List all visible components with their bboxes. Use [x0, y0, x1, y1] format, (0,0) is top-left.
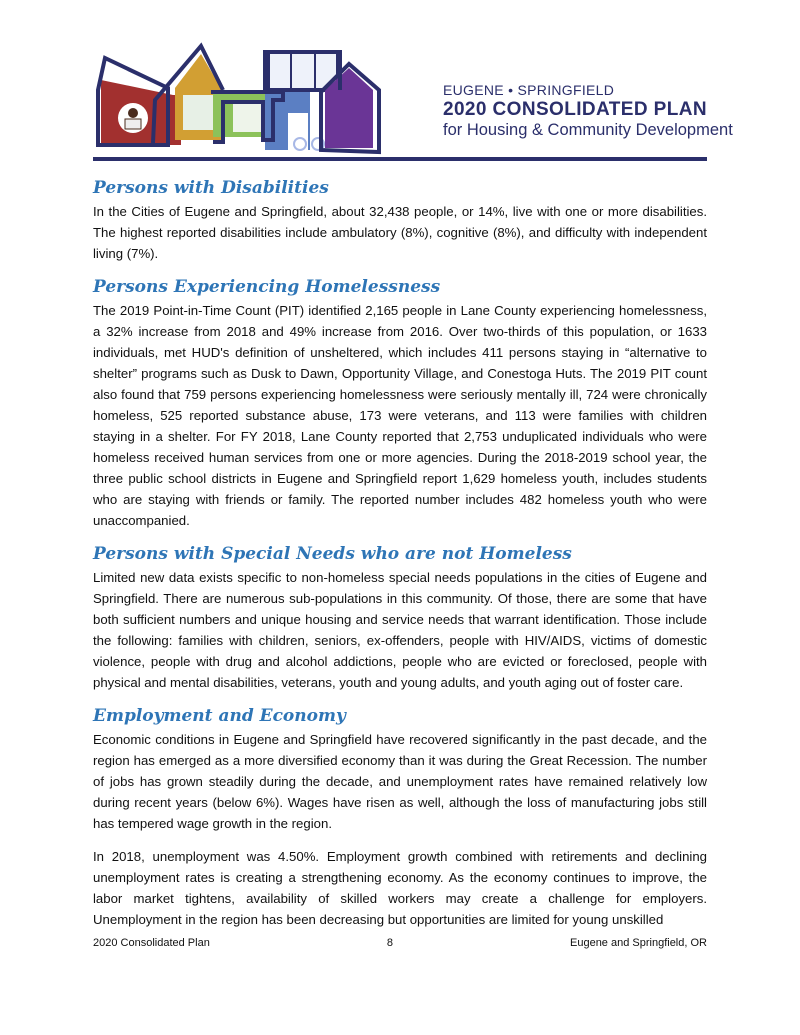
- section-disabilities: [93, 177, 707, 264]
- section-heading: Persons with Disabilities: [93, 178, 329, 198]
- section-heading: Employment and Economy: [93, 706, 346, 726]
- paragraph: Economic conditions in Eugene and Springfield have recovered significantly in the past decade, and the region has emerged as a more diversified economy than it was during the Great Recession. The number of jobs has grown steadily during the decade, and unemployment rates have remained relatively low during recent years (below 6%). Wages have risen as well, although the loss of manufacturing jobs still has tempered wage growth in the region.: [93, 732, 707, 831]
- page-number: 8: [386, 937, 393, 949]
- footer-document-title: 2020 Consolidated Plan: [93, 937, 210, 949]
- brand-line-cities: EUGENE • SPRINGFIELD: [443, 82, 615, 98]
- footer-location: Eugene and Springfield, OR: [570, 937, 707, 949]
- document-header: [93, 40, 733, 157]
- section-heading: Persons with Special Needs who are not Homeless: [93, 544, 572, 564]
- section-heading: Persons Experiencing Homelessness: [93, 277, 441, 297]
- page-footer: [93, 936, 707, 950]
- houses-logo: [93, 40, 433, 157]
- paragraph: In the Cities of Eugene and Springfield, about 32,438 people, or 14%, live with one or more disabilities. The highest reported disabilities include ambulatory (8%), cognitive (8%), and difficulty with independent living (7%).: [93, 204, 707, 261]
- section-homelessness: [93, 276, 707, 531]
- document-body: [93, 177, 707, 930]
- paragraph: In 2018, unemployment was 4.50%. Employment growth combined with retirements and declining unemployment rates is creating a strengthening economy. As the economy continues to improve, the labor market tightens, availability of skilled workers may create a challenge for employers. Unemployment in the region has been decreasing but opportunities are limited for young unskilled: [93, 849, 707, 927]
- brand-line-plan: 2020 CONSOLIDATED PLAN: [443, 99, 707, 120]
- paragraph: Limited new data exists specific to non-homeless special needs populations in the cities of Eugene and Springfield. There are numerous sub-populations in this community. Of those, there are some that have both sufficient numbers and unique housing and service needs that warrant identification. Those include the following: families with children, seniors, ex-offenders, people with HIV/AIDS, victims of domestic violence, people with drug and alcohol addictions, people who are evicted or foreclosed, people with physical and mental disabilities, veterans, youth and young adults, and youth aging out of foster care.: [93, 570, 707, 690]
- paragraph: The 2019 Point-in-Time Count (PIT) identified 2,165 people in Lane County experiencing homelessness, a 32% increase from 2018 and 49% increase from 2016. Over two-thirds of this population, or 1633 individuals, met HUD's definition of unsheltered, which includes 411 persons staying in “alternative to shelter” programs such as Dusk to Dawn, Opportunity Village, and Conestoga Huts. The 2019 PIT count also found that 759 persons experiencing homelessness were seriously mentally ill, 724 were chronically homeless, 525 reported substance abuse, 173 were veterans, and 113 were families with children staying in a shelter. For FY 2018, Lane County reported that 2,753 unduplicated individuals who were homeless received human services from one or more agencies. During the 2018-2019 school year, the three public school districts in Eugene and Springfield report 1,629 homeless youth, includes students who are staying with friends or family. The reported number includes 482 homeless youth who were unaccompanied.: [93, 303, 707, 528]
- section-special-needs: [93, 543, 707, 693]
- brand-line-subtitle: for Housing & Community Development: [443, 121, 733, 139]
- header-divider: [93, 157, 707, 161]
- brand-title: [443, 82, 733, 140]
- section-employment: [93, 705, 707, 930]
